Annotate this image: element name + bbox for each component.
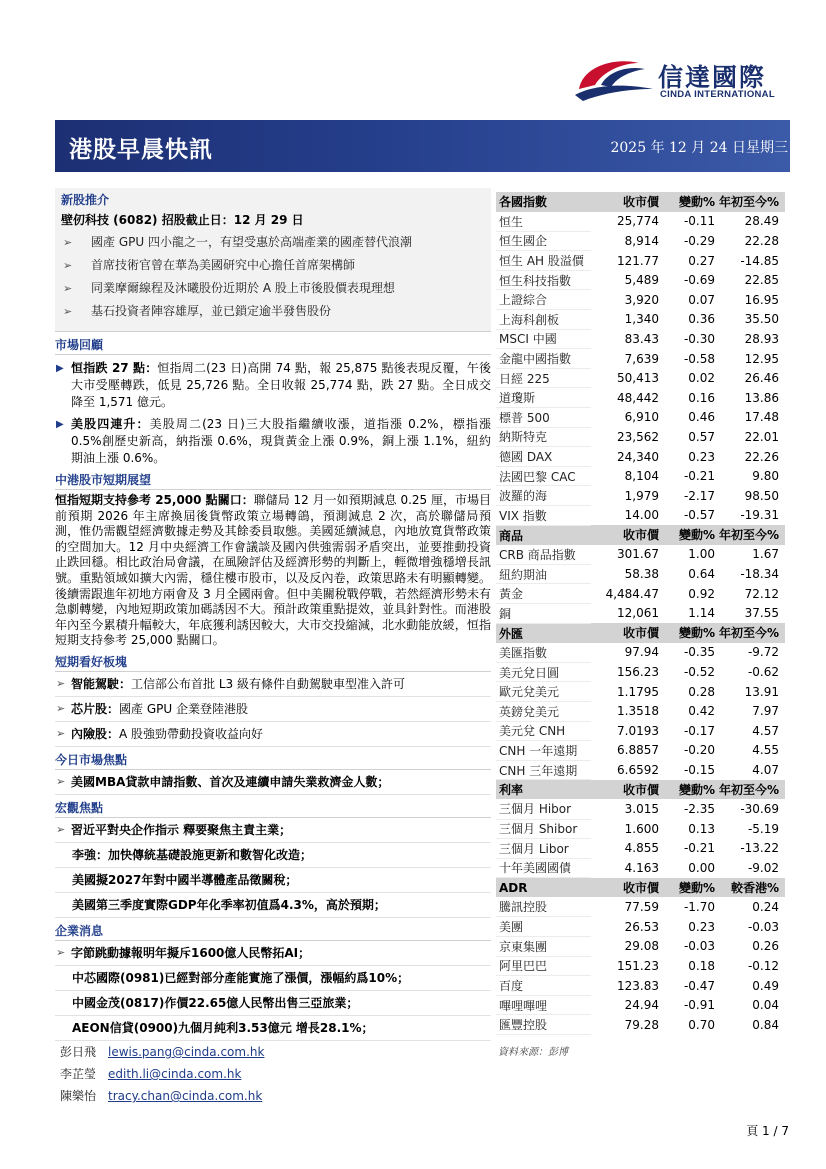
arrow-bullet-icon: ➢ bbox=[56, 676, 66, 690]
table-cell: 美匯指數 bbox=[496, 643, 591, 663]
table-header-cell: 收市價 bbox=[591, 623, 659, 643]
market-data-table bbox=[496, 192, 785, 1035]
ipo-subtitle: 壁仞科技 (6082) 招股截止日：12 月 29 日 bbox=[61, 213, 304, 227]
corporate-item: 中國金茂(0817)作價22.65億人民幣出售三亞旅業； bbox=[55, 991, 491, 1016]
contact-row bbox=[60, 1063, 264, 1085]
table-cell: 0.16 bbox=[688, 390, 715, 405]
ipo-bullet-list bbox=[61, 231, 485, 323]
table-cell: -1.70 bbox=[683, 900, 715, 915]
ipo-bullet: ➢ 國產 GPU 四小龍之一，有望受惠於高端產業的國產替代浪潮 bbox=[61, 231, 485, 254]
table-row bbox=[496, 408, 785, 428]
table-cell: 6.6592 bbox=[617, 763, 659, 778]
table-cell: 37.55 bbox=[744, 606, 779, 621]
table-cell: -0.47 bbox=[683, 978, 715, 993]
table-header-cell: 變動% bbox=[659, 878, 715, 898]
table-cell: 4.163 bbox=[624, 860, 659, 875]
table-cell: -9.02 bbox=[747, 860, 779, 875]
contact-row bbox=[60, 1041, 264, 1063]
table-cell: 英鎊兌美元 bbox=[496, 701, 591, 721]
table-cell: -19.31 bbox=[740, 508, 779, 523]
table-cell: 50,413 bbox=[617, 371, 659, 386]
table-cell: 0.23 bbox=[688, 449, 715, 464]
outlook-title: 中港股市短期展望 bbox=[55, 471, 491, 490]
table-header-row bbox=[496, 525, 785, 545]
table-cell: -0.11 bbox=[683, 214, 715, 229]
sector-item: ➢ 智能駕駛：工信部公布首批 L3 級有條件自動駕駛車型准入許可 bbox=[55, 672, 491, 697]
table-cell: -0.57 bbox=[683, 508, 715, 523]
table-cell: 35.50 bbox=[744, 312, 779, 327]
table-row bbox=[496, 427, 785, 447]
table-row bbox=[496, 368, 785, 388]
table-cell: 波羅的海 bbox=[496, 486, 591, 506]
table-cell: 156.23 bbox=[617, 665, 659, 680]
table-cell: 納斯特克 bbox=[496, 427, 591, 447]
table-cell: 0.42 bbox=[688, 704, 715, 719]
ipo-recommendation-box bbox=[55, 188, 491, 332]
table-cell: -18.34 bbox=[740, 567, 779, 582]
table-cell: 三個月 Shibor bbox=[496, 819, 591, 839]
table-cell: 0.24 bbox=[752, 900, 779, 915]
table-cell: 14.00 bbox=[624, 508, 659, 523]
table-cell: 3.015 bbox=[624, 802, 659, 817]
table-cell: 三個月 Hibor bbox=[496, 799, 591, 819]
table-row bbox=[496, 584, 785, 604]
table-cell: 0.49 bbox=[752, 978, 779, 993]
table-cell: 0.70 bbox=[688, 1017, 715, 1032]
table-cell: 0.84 bbox=[752, 1017, 779, 1032]
table-cell: 0.46 bbox=[688, 410, 715, 425]
table-cell: MSCI 中國 bbox=[496, 329, 591, 349]
table-row bbox=[496, 1015, 785, 1035]
table-cell: 97.94 bbox=[624, 645, 659, 660]
table-cell: 12,061 bbox=[617, 606, 659, 621]
macro-item: 李強：加快傳統基礎設施更新和數智化改造； bbox=[55, 843, 491, 868]
table-cell: 0.23 bbox=[688, 919, 715, 934]
contact-email-link[interactable]: edith.li@cinda.com.hk bbox=[108, 1067, 242, 1081]
table-row bbox=[496, 937, 785, 957]
corporate-title: 企業消息 bbox=[55, 922, 491, 941]
table-row bbox=[496, 231, 785, 251]
macro-item: ➢ 習近平對央企作指示 釋要聚焦主責主業； bbox=[55, 818, 491, 843]
arrow-bullet-icon: ➢ bbox=[63, 259, 73, 272]
table-cell: 恒生 AH 股溢價 bbox=[496, 251, 591, 271]
ipo-bullet: ➢ 首席技術官曾在華為美國研究中心擔任首席架構師 bbox=[61, 254, 485, 277]
table-cell: 13.91 bbox=[744, 684, 779, 699]
market-review-title: 市場回顧 bbox=[55, 336, 491, 355]
corporate-item: AEON信貸(0900)九個月純利3.53億元 增長28.1%； bbox=[55, 1016, 491, 1041]
table-cell: 4.07 bbox=[752, 763, 779, 778]
corporate-section bbox=[55, 922, 491, 1041]
table-row bbox=[496, 858, 785, 878]
table-cell: -2.35 bbox=[683, 802, 715, 817]
page-number: 頁 1 / 7 bbox=[746, 1124, 789, 1138]
table-row bbox=[496, 897, 785, 917]
table-cell: 1.14 bbox=[688, 606, 715, 621]
table-row bbox=[496, 349, 785, 369]
triangle-bullet-icon: ▶ bbox=[56, 419, 64, 430]
table-row bbox=[496, 956, 785, 976]
table-row bbox=[496, 329, 785, 349]
sectors-section bbox=[55, 653, 491, 747]
table-cell: -0.91 bbox=[683, 998, 715, 1013]
table-header-cell: 變動% bbox=[659, 780, 715, 800]
table-header-cell: 各國指數 bbox=[496, 192, 591, 212]
table-row bbox=[496, 447, 785, 467]
table-row bbox=[496, 603, 785, 623]
table-cell: 72.12 bbox=[744, 586, 779, 601]
table-cell: 22.85 bbox=[744, 273, 779, 288]
table-cell: 151.23 bbox=[617, 958, 659, 973]
report-title: 港股早晨快訊 bbox=[69, 137, 213, 163]
table-header-cell: 變動% bbox=[659, 623, 715, 643]
table-cell: -9.72 bbox=[747, 645, 779, 660]
table-cell: 77.59 bbox=[624, 900, 659, 915]
table-cell: 28.93 bbox=[744, 331, 779, 346]
focus-title: 今日市場焦點 bbox=[55, 751, 491, 770]
table-row bbox=[496, 976, 785, 996]
table-cell: 標普 500 bbox=[496, 408, 591, 428]
table-row bbox=[496, 995, 785, 1015]
table-cell: 83.43 bbox=[624, 331, 659, 346]
table-cell: 25,774 bbox=[617, 214, 659, 229]
table-row bbox=[496, 682, 785, 702]
triangle-bullet-icon: ▶ bbox=[56, 363, 64, 374]
market-data-body bbox=[496, 192, 785, 1035]
table-cell: 9.80 bbox=[752, 469, 779, 484]
table-header-row bbox=[496, 780, 785, 800]
table-cell: 0.92 bbox=[688, 586, 715, 601]
table-row bbox=[496, 486, 785, 506]
table-cell: 0.36 bbox=[688, 312, 715, 327]
table-header-row bbox=[496, 878, 785, 898]
arrow-bullet-icon: ➢ bbox=[63, 282, 73, 295]
logo-chinese-name: 信達國際 bbox=[658, 63, 767, 92]
ipo-bullet: ➢ 同業摩爾線程及沐曦股份近期於 A 股上市後股價表現理想 bbox=[61, 277, 485, 300]
corporate-item: 中芯國際(0981)已經對部分產能實施了漲價，漲幅約爲10%； bbox=[55, 966, 491, 991]
table-row bbox=[496, 466, 785, 486]
arrow-bullet-icon: ➢ bbox=[56, 822, 66, 836]
table-cell: CNH 三年遠期 bbox=[496, 760, 591, 780]
table-cell: -30.69 bbox=[740, 802, 779, 817]
company-logo bbox=[573, 55, 788, 105]
macro-item: 美國第三季度實際GDP年化季率初值爲4.3%，高於預期； bbox=[55, 893, 491, 918]
table-cell: 道瓊斯 bbox=[496, 388, 591, 408]
table-cell: 24.94 bbox=[624, 998, 659, 1013]
table-cell: 十年美國國債 bbox=[496, 858, 591, 878]
data-source: 資料來源：彭博 bbox=[498, 1047, 568, 1059]
table-cell: 7,639 bbox=[624, 351, 659, 366]
table-header-cell: 收市價 bbox=[591, 878, 659, 898]
table-cell: 17.48 bbox=[744, 410, 779, 425]
table-cell: 8,914 bbox=[624, 233, 659, 248]
table-cell: 4,484.47 bbox=[605, 586, 659, 601]
table-cell: -0.69 bbox=[683, 273, 715, 288]
table-cell: 三個月 Libor bbox=[496, 839, 591, 859]
market-review-section bbox=[55, 336, 491, 467]
table-cell: 22.26 bbox=[744, 449, 779, 464]
market-data-column bbox=[496, 192, 785, 1058]
table-cell: 0.18 bbox=[688, 958, 715, 973]
table-cell: 美元兌 CNH bbox=[496, 721, 591, 741]
table-cell: 1.600 bbox=[624, 821, 659, 836]
report-date: 2025 年 12 月 24 日星期三 bbox=[610, 140, 788, 156]
table-header-cell: 年初至今% bbox=[715, 623, 785, 643]
table-cell: -5.19 bbox=[747, 821, 779, 836]
table-cell: 48,442 bbox=[617, 390, 659, 405]
table-cell: -0.58 bbox=[683, 351, 715, 366]
title-banner bbox=[55, 120, 790, 172]
table-header-cell: 年初至今% bbox=[715, 780, 785, 800]
arrow-bullet-icon: ➢ bbox=[56, 774, 66, 788]
table-cell: 26.46 bbox=[744, 371, 779, 386]
table-cell: 恒生科技指數 bbox=[496, 270, 591, 290]
sector-item: ➢ 芯片股：國產 GPU 企業登陸港股 bbox=[55, 697, 491, 722]
table-cell: 0.04 bbox=[752, 998, 779, 1013]
left-column bbox=[55, 188, 491, 1041]
table-header-cell: 較香港% bbox=[715, 878, 785, 898]
table-cell: 0.28 bbox=[688, 684, 715, 699]
table-cell: 0.02 bbox=[688, 371, 715, 386]
table-cell: 4.55 bbox=[752, 743, 779, 758]
table-header-row bbox=[496, 192, 785, 212]
logo-english-name: CINDA INTERNATIONAL bbox=[660, 89, 775, 100]
table-row bbox=[496, 388, 785, 408]
table-header-cell: 變動% bbox=[659, 192, 715, 212]
table-cell: 123.83 bbox=[617, 978, 659, 993]
table-row bbox=[496, 662, 785, 682]
contact-name: 彭日飛 bbox=[60, 1045, 97, 1059]
table-cell: 1,340 bbox=[624, 312, 659, 327]
table-header-cell: 利率 bbox=[496, 780, 591, 800]
table-row bbox=[496, 290, 785, 310]
table-cell: -0.30 bbox=[683, 331, 715, 346]
table-cell: 28.49 bbox=[744, 214, 779, 229]
table-cell: 0.07 bbox=[688, 292, 715, 307]
table-cell: 0.27 bbox=[688, 253, 715, 268]
table-cell: 12.95 bbox=[744, 351, 779, 366]
table-row bbox=[496, 839, 785, 859]
table-cell: -0.52 bbox=[683, 665, 715, 680]
table-cell: 121.77 bbox=[617, 253, 659, 268]
table-cell: 1.3518 bbox=[617, 704, 659, 719]
table-cell: 13.86 bbox=[744, 390, 779, 405]
table-cell: 8,104 bbox=[624, 469, 659, 484]
table-cell: 22.01 bbox=[744, 429, 779, 444]
table-row bbox=[496, 760, 785, 780]
table-cell: 1.67 bbox=[752, 547, 779, 562]
table-cell: VIX 指數 bbox=[496, 506, 591, 526]
table-cell: -0.03 bbox=[747, 919, 779, 934]
sector-item: ➢ 內險股：A 股強勁帶動投資收益向好 bbox=[55, 722, 491, 747]
table-cell: -14.85 bbox=[740, 253, 779, 268]
arrow-bullet-icon: ➢ bbox=[63, 305, 73, 318]
table-cell: 百度 bbox=[496, 976, 591, 996]
contact-name: 李芷瑩 bbox=[60, 1067, 97, 1081]
table-cell: 1.00 bbox=[688, 547, 715, 562]
contact-email-link[interactable]: lewis.pang@cinda.com.hk bbox=[108, 1045, 265, 1059]
table-cell: 7.0193 bbox=[617, 723, 659, 738]
arrow-bullet-icon: ➢ bbox=[56, 726, 66, 740]
table-cell: 1,979 bbox=[624, 488, 659, 503]
table-cell: 0.64 bbox=[688, 567, 715, 582]
table-cell: -0.21 bbox=[683, 841, 715, 856]
table-header-cell: 外匯 bbox=[496, 623, 591, 643]
table-cell: 紐約期油 bbox=[496, 564, 591, 584]
macro-item: 美國擬2027年對中國半導體產品徵關稅； bbox=[55, 868, 491, 893]
table-cell: -0.29 bbox=[683, 233, 715, 248]
table-row bbox=[496, 251, 785, 271]
arrow-bullet-icon: ➢ bbox=[63, 236, 73, 249]
table-cell: CNH 一年遠期 bbox=[496, 741, 591, 761]
table-cell: 16.95 bbox=[744, 292, 779, 307]
table-cell: -0.62 bbox=[747, 665, 779, 680]
table-cell: 0.00 bbox=[688, 860, 715, 875]
table-cell: 法國巴黎 CAC bbox=[496, 466, 591, 486]
arrow-bullet-icon: ➢ bbox=[56, 945, 66, 959]
table-cell: 0.26 bbox=[752, 939, 779, 954]
table-header-cell: 年初至今% bbox=[715, 192, 785, 212]
table-cell: 29.08 bbox=[624, 939, 659, 954]
table-cell: 上海科創板 bbox=[496, 310, 591, 330]
table-header-cell: 收市價 bbox=[591, 525, 659, 545]
table-header-cell: 收市價 bbox=[591, 780, 659, 800]
outlook-paragraph: 恒指短期支持參考 25,000 點關口：聯儲局 12 月一如預期減息 0.25 厘，市場目前預期 2026 年主席換屆後貨幣政策立場轉鴿，預測減息 2 次，高於聯儲局預測，惟仍需觀望經濟數據走勢及其餘委員取態。美國延續減息，內地放寬貨幣政策的空間加大。12 月中央經濟工作會議談及國內供強需弱矛盾突出，並要推動投資止跌回穩。相比政治局會議，在風險評估及經濟形勢的判斷上，輕微增強穩增長訊號。重點領域如擴大內需，穩住樓市股市，以及反內卷，政策思路未有明顯轉變。後續需跟進年初地方兩會及 3 月全國兩會。但中美關稅戰停戰，若然經濟形勢未有急劇轉變，內地短期政策加碼誘因不大。預計政策重點提效，並具針對性。而港股年內至今累積升幅較大，年底獲利誘因較大，大市交投縮減，北水動能放緩，恒指短期支持參考 25,000 點關口。 bbox=[55, 493, 491, 648]
table-cell: 301.67 bbox=[617, 547, 659, 562]
table-row bbox=[496, 741, 785, 761]
table-cell: 德國 DAX bbox=[496, 447, 591, 467]
table-cell: 騰訊控股 bbox=[496, 897, 591, 917]
table-cell: 日經 225 bbox=[496, 368, 591, 388]
table-cell: 22.28 bbox=[744, 233, 779, 248]
table-cell: 4.57 bbox=[752, 723, 779, 738]
sectors-title: 短期看好板塊 bbox=[55, 653, 491, 672]
table-cell: -0.17 bbox=[683, 723, 715, 738]
table-cell: -0.20 bbox=[683, 743, 715, 758]
table-row bbox=[496, 701, 785, 721]
table-cell: 恒生國企 bbox=[496, 231, 591, 251]
table-cell: -0.35 bbox=[683, 645, 715, 660]
table-cell: CRB 商品指數 bbox=[496, 545, 591, 565]
table-cell: 24,340 bbox=[617, 449, 659, 464]
table-cell: 79.28 bbox=[624, 1017, 659, 1032]
table-row bbox=[496, 721, 785, 741]
table-cell: 6.8857 bbox=[617, 743, 659, 758]
table-cell: 美團 bbox=[496, 917, 591, 937]
table-cell: 匯豐控股 bbox=[496, 1015, 591, 1035]
table-cell: 7.97 bbox=[752, 704, 779, 719]
table-row bbox=[496, 917, 785, 937]
table-cell: 金龍中國指數 bbox=[496, 349, 591, 369]
table-header-cell: 變動% bbox=[659, 525, 715, 545]
table-cell: 23,562 bbox=[617, 429, 659, 444]
table-cell: 歐元兌美元 bbox=[496, 682, 591, 702]
table-header-cell: 商品 bbox=[496, 525, 591, 545]
table-row bbox=[496, 643, 785, 663]
ipo-bullet: ➢ 基石投資者陣容雄厚，並已鎖定逾半發售股份 bbox=[61, 300, 485, 323]
table-cell: 98.50 bbox=[744, 488, 779, 503]
table-cell: 美元兌日圓 bbox=[496, 662, 591, 682]
table-row bbox=[496, 564, 785, 584]
table-cell: 阿里巴巴 bbox=[496, 956, 591, 976]
arrow-bullet-icon: ➢ bbox=[56, 701, 66, 715]
table-cell: -13.22 bbox=[740, 841, 779, 856]
table-cell: 6,910 bbox=[624, 410, 659, 425]
table-cell: -2.17 bbox=[683, 488, 715, 503]
table-cell: -0.15 bbox=[683, 763, 715, 778]
table-row bbox=[496, 545, 785, 565]
logo-mark-icon bbox=[573, 55, 657, 105]
table-cell: 4.855 bbox=[624, 841, 659, 856]
contact-email-link[interactable]: tracy.chan@cinda.com.hk bbox=[108, 1089, 263, 1103]
table-cell: 恒生 bbox=[496, 212, 591, 232]
analyst-contacts bbox=[60, 1041, 264, 1107]
table-header-cell: 收市價 bbox=[591, 192, 659, 212]
table-cell: -0.21 bbox=[683, 469, 715, 484]
table-cell: 1.1795 bbox=[617, 684, 659, 699]
table-cell: 58.38 bbox=[624, 567, 659, 582]
table-cell: 0.57 bbox=[688, 429, 715, 444]
table-cell: 銅 bbox=[496, 603, 591, 623]
contact-name: 陳樂怡 bbox=[60, 1089, 97, 1103]
corporate-item: ➢ 字節跳動據報明年擬斥1600億人民幣拓AI； bbox=[55, 941, 491, 966]
table-header-cell: 年初至今% bbox=[715, 525, 785, 545]
table-row bbox=[496, 506, 785, 526]
table-row bbox=[496, 270, 785, 290]
table-row bbox=[496, 212, 785, 232]
table-cell: -0.12 bbox=[747, 958, 779, 973]
table-row bbox=[496, 799, 785, 819]
table-header-row bbox=[496, 623, 785, 643]
macro-section bbox=[55, 799, 491, 918]
table-cell: 黃金 bbox=[496, 584, 591, 604]
table-cell: 京東集團 bbox=[496, 937, 591, 957]
table-cell: -0.03 bbox=[683, 939, 715, 954]
table-header-cell: ADR bbox=[496, 878, 591, 898]
contact-row bbox=[60, 1085, 264, 1107]
table-cell: 上證綜合 bbox=[496, 290, 591, 310]
table-cell: 0.13 bbox=[688, 821, 715, 836]
macro-title: 宏觀焦點 bbox=[55, 799, 491, 818]
outlook-section bbox=[55, 471, 491, 649]
table-cell: 嗶哩嗶哩 bbox=[496, 995, 591, 1015]
table-cell: 26.53 bbox=[624, 919, 659, 934]
table-row bbox=[496, 310, 785, 330]
market-review-item: ▶ 恒指跌 27 點：恒指周二(23 日)高開 74 點，報 25,875 點後表現反覆，午後大市受壓轉跌，低見 25,726 點。全日收報 25,774 點，跌 27 點。全日成交降至 1,571 億元。 bbox=[56, 361, 491, 409]
table-cell: 3,920 bbox=[624, 292, 659, 307]
ipo-section-title: 新股推介 bbox=[61, 193, 110, 207]
market-review-item: ▶ 美股四連升：美股周二(23 日)三大股指繼續收漲，道指漲 0.2%，標指漲 0.5%創歷史新高，納指漲 0.6%，現貨黃金上漲 0.9%，銅上漲 1.1%，紐約期油上漲 0.6%。 bbox=[56, 417, 491, 465]
table-row bbox=[496, 819, 785, 839]
table-cell: 5,489 bbox=[624, 273, 659, 288]
focus-item: ➢ 美國MBA貸款申請指數、首次及連續申請失業救濟金人數； bbox=[55, 770, 491, 795]
focus-section bbox=[55, 751, 491, 795]
